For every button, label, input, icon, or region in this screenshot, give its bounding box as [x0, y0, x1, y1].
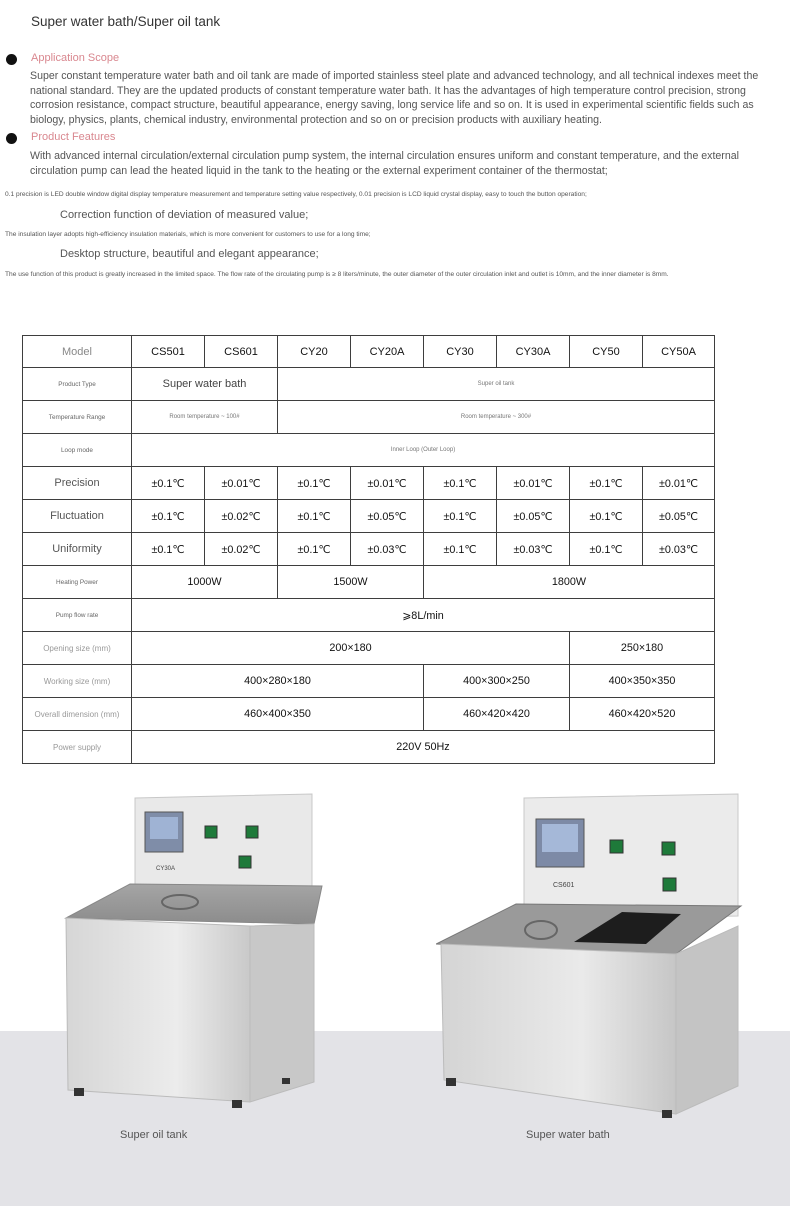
overall-cell: 460×400×350: [132, 698, 424, 731]
fluctuation-cell: ±0.02℃: [205, 500, 278, 533]
application-heading: Application Scope: [31, 52, 120, 64]
feature-line-4: Desktop structure, beautiful and elegant appearance;: [60, 248, 319, 260]
fluctuation-cell: ±0.05℃: [497, 500, 570, 533]
temp-range-label: Temperature Range: [23, 401, 132, 434]
overall-label: Overall dimension (mm): [23, 698, 132, 731]
precision-cell: ±0.1℃: [132, 467, 205, 500]
model-cell: CS601: [205, 336, 278, 368]
precision-row: [23, 467, 715, 500]
heating-cell: 1000W: [132, 566, 278, 599]
fluctuation-label: Fluctuation: [23, 500, 132, 533]
product-type-label: Product Type: [23, 368, 132, 401]
temp-range-row: [23, 401, 715, 434]
model-cell: CY50A: [643, 336, 715, 368]
bullet-icon: [6, 133, 17, 144]
fluctuation-cell: ±0.1℃: [570, 500, 643, 533]
model-cell: CY20: [278, 336, 351, 368]
switch-icon: [239, 856, 251, 868]
precision-cell: ±0.1℃: [278, 467, 351, 500]
pump-cell: ⩾8L/min: [132, 599, 715, 632]
fluctuation-cell: ±0.1℃: [424, 500, 497, 533]
precision-label: Precision: [23, 467, 132, 500]
fluctuation-cell: ±0.1℃: [278, 500, 351, 533]
model-cell: CY50: [570, 336, 643, 368]
precision-cell: ±0.1℃: [424, 467, 497, 500]
model-cell: CY30A: [497, 336, 570, 368]
opening-cell: 200×180: [132, 632, 570, 665]
heating-label: Heating Power: [23, 566, 132, 599]
switch-icon: [662, 842, 675, 855]
uniformity-cell: ±0.1℃: [278, 533, 351, 566]
model-cell: CY20A: [351, 336, 424, 368]
fluctuation-cell: ±0.1℃: [132, 500, 205, 533]
precision-cell: ±0.01℃: [643, 467, 715, 500]
feature-line-2: Correction function of deviation of measured value;: [60, 209, 309, 221]
uniformity-cell: ±0.1℃: [132, 533, 205, 566]
working-label: Working size (mm): [23, 665, 132, 698]
features-text: With advanced internal circulation/external circulation pump system, the internal circulation ensures uniform and constant temperature, and the external circulation pump can lead the heated liquid in the tank to the heating or the external experiment container of the thermostat;: [30, 150, 739, 177]
feature-line-3: The insulation layer adopts high-efficiency insulation materials, which is more convenient for customers to use for a long time;: [5, 231, 371, 238]
features-heading: Product Features: [31, 131, 116, 143]
uniformity-row: [23, 533, 715, 566]
heating-row: [23, 566, 715, 599]
feature-line-5: The use function of this product is greatly increased in the limited space. The flow rate of the circulating pump is ≥ 8 liters/minute, the outer diameter of the outer circulation inlet and outlet is 10mm, and the inner diameter is 8mm.: [5, 271, 669, 278]
spec-table: [22, 335, 715, 764]
fluctuation-cell: ±0.05℃: [643, 500, 715, 533]
heating-cell: 1800W: [424, 566, 715, 599]
working-row: [23, 665, 715, 698]
working-cell: 400×300×250: [424, 665, 570, 698]
bullet-icon: [6, 54, 17, 65]
water-bath-image: [436, 792, 751, 1118]
uniformity-cell: ±0.03℃: [643, 533, 715, 566]
uniformity-cell: ±0.1℃: [570, 533, 643, 566]
uniformity-cell: ±0.03℃: [351, 533, 424, 566]
uniformity-label: Uniformity: [23, 533, 132, 566]
pump-row: [23, 599, 715, 632]
precision-cell: ±0.01℃: [497, 467, 570, 500]
precision-cell: ±0.1℃: [570, 467, 643, 500]
model-row: [23, 336, 715, 368]
pump-label: Pump flow rate: [23, 599, 132, 632]
heating-cell: 1500W: [278, 566, 424, 599]
working-cell: 400×350×350: [570, 665, 715, 698]
uniformity-cell: ±0.03℃: [497, 533, 570, 566]
overall-row: [23, 698, 715, 731]
precision-cell: ±0.01℃: [351, 467, 424, 500]
water-bath-caption: Super water bath: [526, 1129, 610, 1141]
oil-tank-image: [60, 790, 325, 1112]
working-cell: 400×280×180: [132, 665, 424, 698]
uniformity-cell: ±0.1℃: [424, 533, 497, 566]
opening-cell: 250×180: [570, 632, 715, 665]
loop-cell: Inner Loop (Outer Loop): [132, 434, 715, 467]
temp-range-cell: Room temperature ~ 100#: [132, 401, 278, 434]
product-type-row: [23, 368, 715, 401]
model-cell: CS501: [132, 336, 205, 368]
power-label: Power supply: [23, 731, 132, 764]
overall-cell: 460×420×420: [424, 698, 570, 731]
fluctuation-cell: ±0.05℃: [351, 500, 424, 533]
application-text: Super constant temperature water bath and oil tank are made of imported stainless steel plate and advanced technology, and all technical indexes meet the national standard. They are the updated products of constant temperature water bath. It has the advantages of high temperature control precision, strong corrosion resistance, compact structure, beautiful appearance, energy saving, long service life and so on. It is used in experimental scientific fields such as biology, physics, plants, chemical industry, environmental protection and so on or precision products with auxiliary heating.: [30, 70, 759, 126]
feature-line-1: 0.1 precision is LED double window digital display temperature measurement and temperature setting value respectively, 0.01 precision is LCD liquid crystal display, easy to touch the button operation;: [5, 191, 587, 198]
fluctuation-row: [23, 500, 715, 533]
switch-icon: [663, 878, 676, 891]
model-cell: CY30: [424, 336, 497, 368]
switch-icon: [610, 840, 623, 853]
switch-icon: [246, 826, 258, 838]
product-type-cell: Super water bath: [132, 368, 278, 401]
oil-tank-caption: Super oil tank: [120, 1129, 188, 1141]
page-title: Super water bath/Super oil tank: [31, 14, 221, 29]
model-plate: CS601: [553, 882, 575, 889]
model-plate: CY30A: [156, 866, 176, 872]
power-cell: 220V 50Hz: [132, 731, 715, 764]
loop-row: [23, 434, 715, 467]
switch-icon: [205, 826, 217, 838]
opening-row: [23, 632, 715, 665]
temp-range-cell: Room temperature ~ 300#: [278, 401, 715, 434]
overall-cell: 460×420×520: [570, 698, 715, 731]
loop-label: Loop mode: [23, 434, 132, 467]
power-row: [23, 731, 715, 764]
uniformity-cell: ±0.02℃: [205, 533, 278, 566]
opening-label: Opening size (mm): [23, 632, 132, 665]
model-label: Model: [23, 336, 132, 368]
product-type-cell: Super oil tank: [278, 368, 715, 401]
precision-cell: ±0.01℃: [205, 467, 278, 500]
